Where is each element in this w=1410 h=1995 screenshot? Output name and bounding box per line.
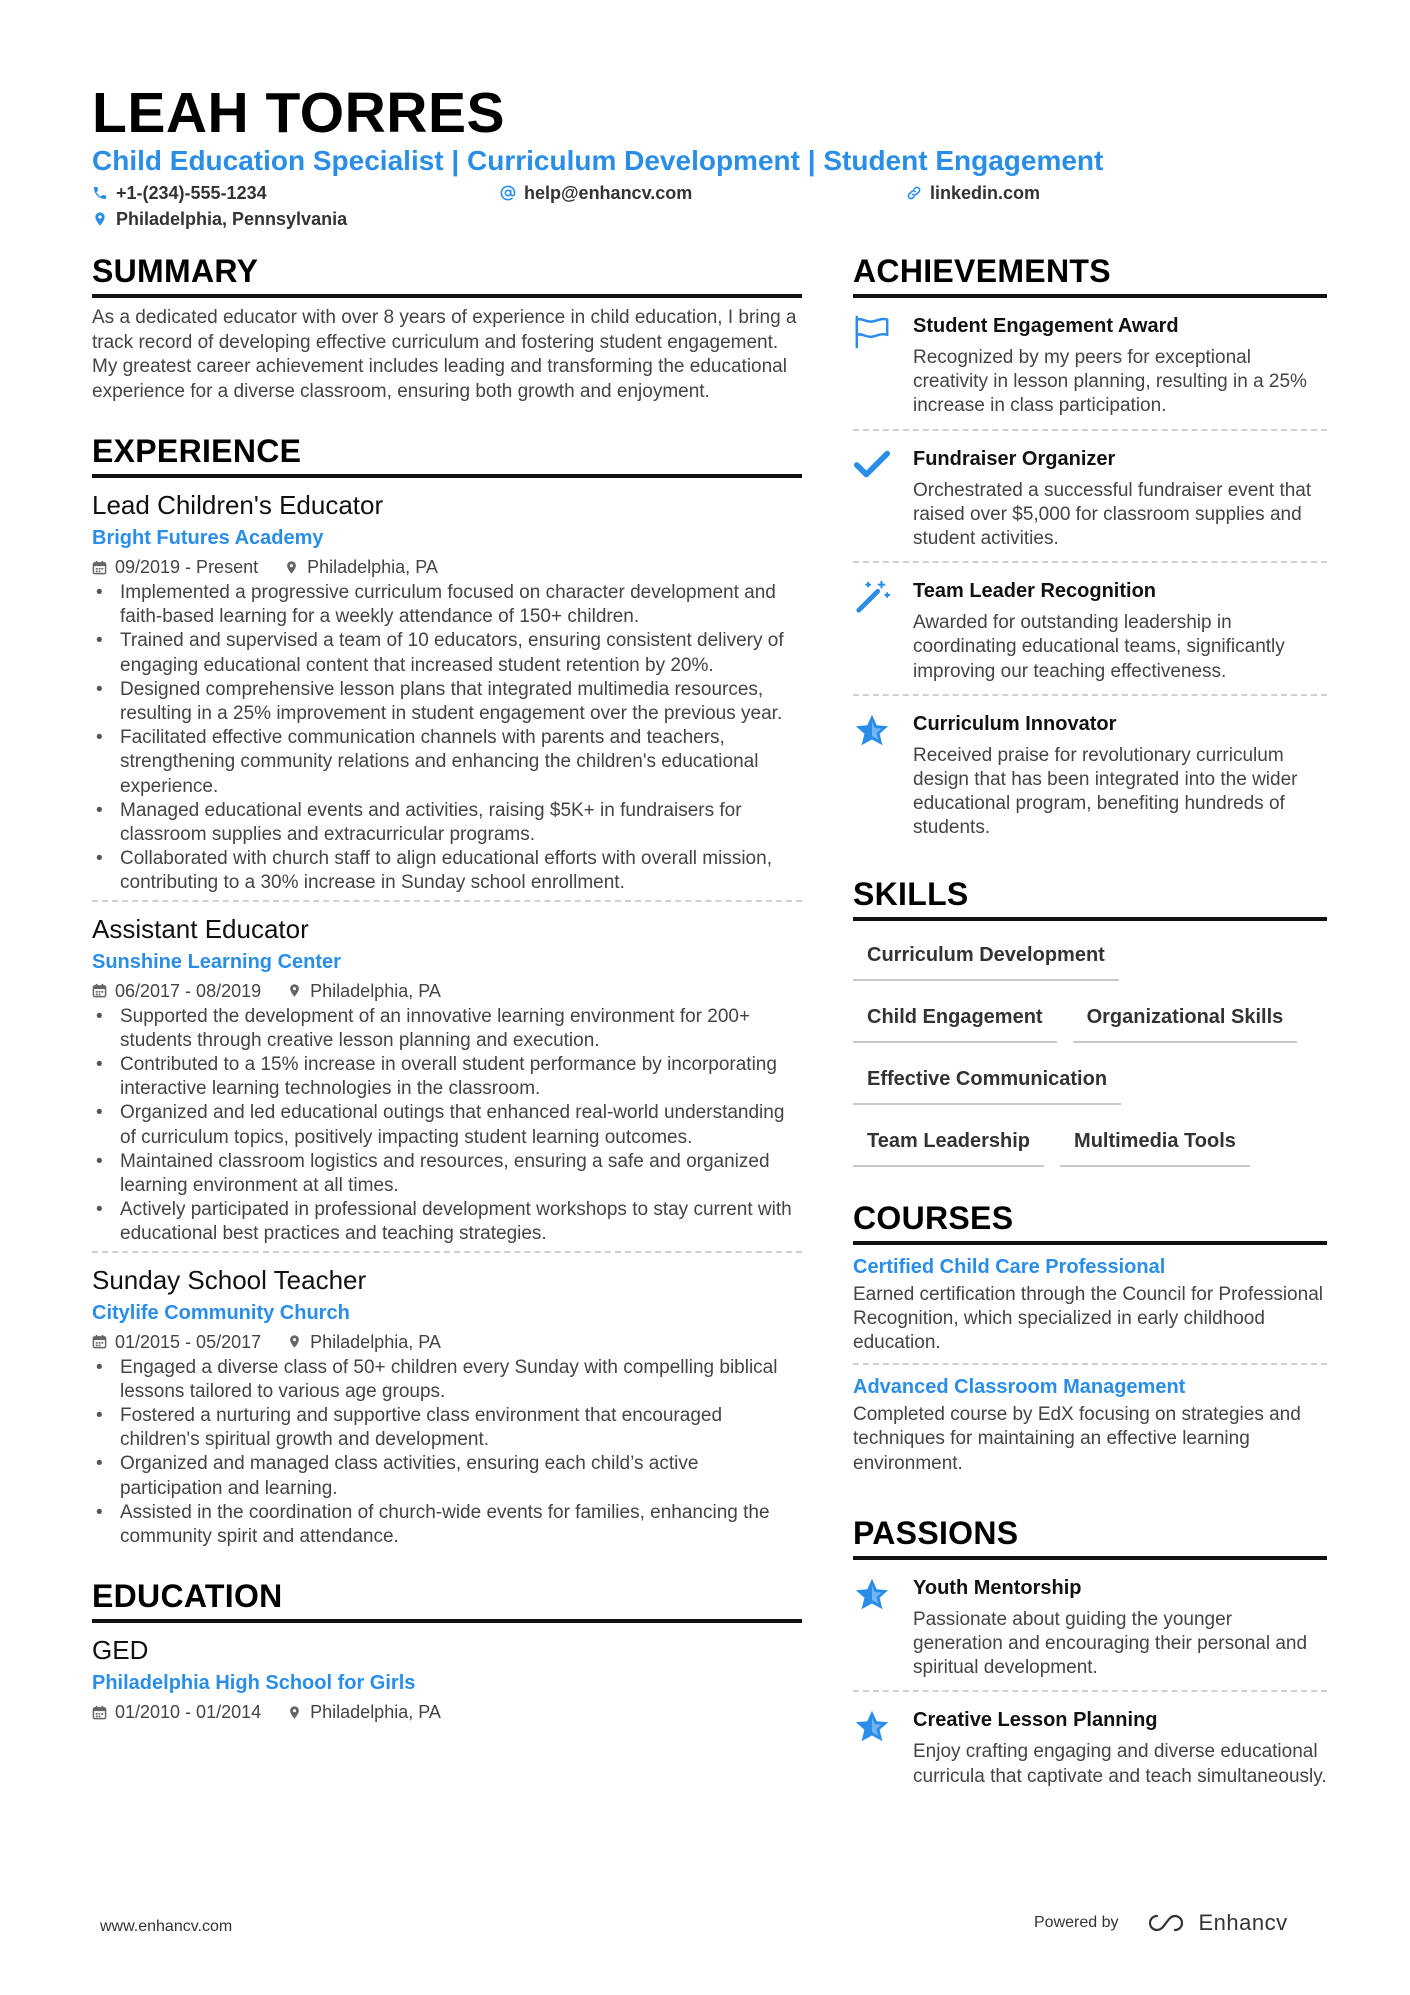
- job-entry: [92, 1251, 802, 1550]
- left-column: [92, 250, 802, 1725]
- skills-heading: SKILLS: [853, 873, 1327, 921]
- passion-body: [913, 1574, 1327, 1681]
- achievement-item: [853, 694, 1327, 851]
- achievement-title: Curriculum Innovator: [913, 712, 1117, 735]
- education-location: Philadelphia, PA: [287, 1699, 441, 1725]
- passions-list: [853, 1560, 1327, 1799]
- summary-heading: SUMMARY: [92, 250, 802, 298]
- course-desc: Completed course by EdX focusing on strategies and techniques for maintaining an effective learning environment.: [853, 1404, 1301, 1474]
- job-bullet: • Assisted in the coordination of church-wide events for families, enhancing the community spirit and attendance.: [92, 1501, 802, 1549]
- passion-title: Creative Lesson Planning: [913, 1709, 1158, 1732]
- job-title: Lead Children's Educator: [92, 490, 384, 520]
- achievement-body: [913, 577, 1327, 684]
- courses-heading: COURSES: [853, 1197, 1327, 1245]
- star-icon: [853, 710, 913, 841]
- achievement-title: Fundraiser Organizer: [913, 447, 1116, 470]
- achievement-desc: Recognized by my peers for exceptional creativity in lesson planning, resulting in a 25% increase in class participation.: [913, 347, 1307, 417]
- achievement-title: Team Leader Recognition: [913, 580, 1157, 603]
- course-desc: Earned certification through the Council for Professional Recognition, which specialized in early childhood education.: [853, 1283, 1323, 1354]
- achievements-heading: ACHIEVEMENTS: [853, 250, 1327, 298]
- location-text: Philadelphia, Pennsylvania: [116, 209, 348, 229]
- job-bullet: • Trained and supervised a team of 10 educators, ensuring consistent delivery of engaging educational content that increased student retention by 20%.: [92, 629, 802, 677]
- education-dates: 01/2010 - 01/2014: [92, 1699, 261, 1725]
- location-pin-icon: [284, 560, 299, 575]
- flag-icon: [853, 312, 913, 419]
- location-pin-icon: [287, 1705, 302, 1720]
- calendar-icon: [92, 1334, 107, 1349]
- contact-email: [500, 181, 692, 205]
- achievement-item: [853, 298, 1327, 429]
- powered-by-text: Powered by: [1034, 1914, 1119, 1931]
- job-dates: 06/2017 - 08/2019: [92, 978, 261, 1004]
- skills-list: [853, 929, 1327, 1177]
- job-bullet: • Facilitated effective communication channels with parents and teachers, strengthening community relations and enhancing the children's educational experience.: [92, 726, 802, 799]
- link-icon: [906, 185, 922, 201]
- job-bullet: • Collaborated with church staff to align educational efforts with overall mission, contributing to a 30% increase in Sunday school enrollment.: [92, 847, 802, 895]
- contact-linkedin: [906, 181, 1040, 205]
- contact-location: [92, 207, 347, 231]
- education-heading: EDUCATION: [92, 1575, 802, 1623]
- passion-desc: Passionate about guiding the younger generation and encouraging their personal and spiritual development.: [913, 1608, 1308, 1679]
- course-item: [853, 1245, 1327, 1364]
- calendar-icon: [92, 1705, 107, 1720]
- skill-tag: Multimedia Tools: [1060, 1115, 1250, 1167]
- achievement-body: [913, 312, 1327, 419]
- passion-desc: Enjoy crafting engaging and diverse educational curricula that captivate and teach simultaneously.: [913, 1741, 1327, 1787]
- courses-list: [853, 1245, 1327, 1484]
- candidate-name: LEAH TORRES: [92, 81, 505, 145]
- job-dates: 01/2015 - 05/2017: [92, 1329, 261, 1355]
- skill-tag: Effective Communication: [853, 1053, 1121, 1105]
- enhancv-brand-text: Enhancv: [1198, 1910, 1288, 1935]
- contact-phone: [92, 181, 267, 205]
- job-entry: [92, 478, 802, 896]
- education-degree: GED: [92, 1635, 149, 1666]
- experience-heading: EXPERIENCE: [92, 430, 802, 478]
- achievement-desc: Orchestrated a successful fundraiser event that raised over $5,000 for classroom supplies and student activities.: [913, 479, 1312, 550]
- job-bullet: • Designed comprehensive lesson plans that integrated multimedia resources, resulting in a 25% improvement in student engagement over the previous year.: [92, 678, 802, 726]
- achievement-desc: Awarded for outstanding leadership in coordinating educational teams, significantly improving our teaching effectiveness.: [913, 612, 1285, 682]
- job-bullet: • Managed educational events and activities, raising $5K+ in fundraisers for classroom supplies and extracurricular programs.: [92, 799, 802, 847]
- achievement-body: [913, 710, 1327, 841]
- job-dates: 09/2019 - Present: [92, 554, 258, 580]
- job-bullet: • Organized and led educational outings that enhanced real-world understanding of curriculum topics, positively impacting student learning outcomes.: [92, 1101, 802, 1149]
- summary-text: As a dedicated educator with over 8 years of experience in child education, I bring a track record of developing effective curriculum and fostering student engagement. My greatest career achievement includes leading and transforming the educational experience for a diverse classroom, ensuring both growth and enjoyment.: [92, 307, 797, 402]
- job-company[interactable]: Sunshine Learning Center: [92, 950, 341, 973]
- job-company[interactable]: Bright Futures Academy: [92, 527, 324, 549]
- achievement-item: [853, 429, 1327, 562]
- job-bullet: • Implemented a progressive curriculum focused on character development and faith-based learning for a weekly attendance of 150+ children.: [92, 581, 802, 629]
- skill-tag: Curriculum Development: [853, 929, 1119, 981]
- phone-icon: [92, 185, 108, 201]
- achievements-list: [853, 298, 1327, 851]
- location-pin-icon: [287, 983, 302, 998]
- job-bullet: • Maintained classroom logistics and resources, ensuring a safe and organized learning environment at all times.: [92, 1150, 802, 1198]
- calendar-icon: [92, 560, 107, 575]
- location-pin-icon: [287, 1334, 302, 1349]
- job-meta: [92, 554, 802, 580]
- course-item: [853, 1363, 1327, 1484]
- job-company[interactable]: Citylife Community Church: [92, 1301, 350, 1324]
- enhancv-logo-icon: [1143, 1912, 1189, 1934]
- passion-item: [853, 1690, 1327, 1798]
- email-text[interactable]: help@enhancv.com: [524, 183, 693, 203]
- magic-wand-icon: [853, 577, 913, 684]
- achievement-item: [853, 561, 1327, 694]
- at-icon: [500, 185, 516, 201]
- job-bullet: • Organized and managed class activities, ensuring each child’s active participation and learning.: [92, 1452, 802, 1500]
- job-bullet: • Contributed to a 15% increase in overall student performance by incorporating interactive learning technologies in the classroom.: [92, 1053, 802, 1101]
- passions-heading: PASSIONS: [853, 1512, 1327, 1560]
- enhancv-logo[interactable]: [1143, 1910, 1288, 1936]
- skill-tag: Organizational Skills: [1073, 991, 1298, 1043]
- job-bullets: [92, 1356, 802, 1550]
- job-bullet: • Actively participated in professional development workshops to stay current with educational best practices and teaching strategies.: [92, 1198, 802, 1246]
- achievement-body: [913, 445, 1327, 552]
- job-title: Assistant Educator: [92, 913, 309, 944]
- job-bullets: [92, 581, 802, 896]
- education-school[interactable]: Philadelphia High School for Girls: [92, 1672, 416, 1695]
- job-meta: [92, 1329, 802, 1355]
- footer-powered: [1034, 1910, 1288, 1936]
- job-meta: [92, 978, 802, 1004]
- skill-tag: Child Engagement: [853, 991, 1057, 1043]
- passion-body: [913, 1706, 1327, 1788]
- education-meta: [92, 1699, 802, 1725]
- passion-title: Youth Mentorship: [913, 1576, 1082, 1599]
- job-bullets: [92, 1005, 802, 1247]
- course-title[interactable]: Advanced Classroom Management: [853, 1376, 1186, 1399]
- candidate-title: Child Education Specialist | Curriculum Development | Student Engagement: [92, 145, 1104, 176]
- check-icon: [853, 445, 913, 552]
- achievement-title: Student Engagement Award: [913, 315, 1179, 337]
- right-column: [853, 250, 1327, 1799]
- job-bullet: • Supported the development of an innovative learning environment for 200+ students through creative lesson planning and execution.: [92, 1005, 802, 1053]
- phone-text[interactable]: +1-(234)-555-1234: [116, 183, 267, 203]
- job-title: Sunday School Teacher: [92, 1264, 367, 1295]
- calendar-icon: [92, 983, 107, 998]
- job-location: Philadelphia, PA: [284, 554, 438, 580]
- location-pin-icon: [92, 211, 108, 227]
- star-icon: [853, 1706, 913, 1788]
- experience-list: [92, 478, 802, 1549]
- course-title[interactable]: Certified Child Care Professional: [853, 1255, 1166, 1278]
- passion-item: [853, 1560, 1327, 1691]
- achievement-desc: Received praise for revolutionary curriculum design that has been integrated into the wider educational program, benefiting hundreds of students.: [913, 744, 1298, 839]
- skill-tag: Team Leadership: [853, 1115, 1044, 1167]
- job-location: Philadelphia, PA: [287, 1329, 441, 1355]
- job-bullet: • Fostered a nurturing and supportive class environment that encouraged children's spiritual growth and development.: [92, 1404, 802, 1452]
- footer-website[interactable]: www.enhancv.com: [100, 1918, 233, 1935]
- job-entry: [92, 900, 802, 1247]
- star-icon: [853, 1574, 913, 1681]
- job-bullet: • Engaged a diverse class of 50+ children every Sunday with compelling biblical lessons tailored to various age groups.: [92, 1356, 802, 1404]
- job-location: Philadelphia, PA: [287, 978, 441, 1004]
- linkedin-text[interactable]: linkedin.com: [930, 183, 1041, 203]
